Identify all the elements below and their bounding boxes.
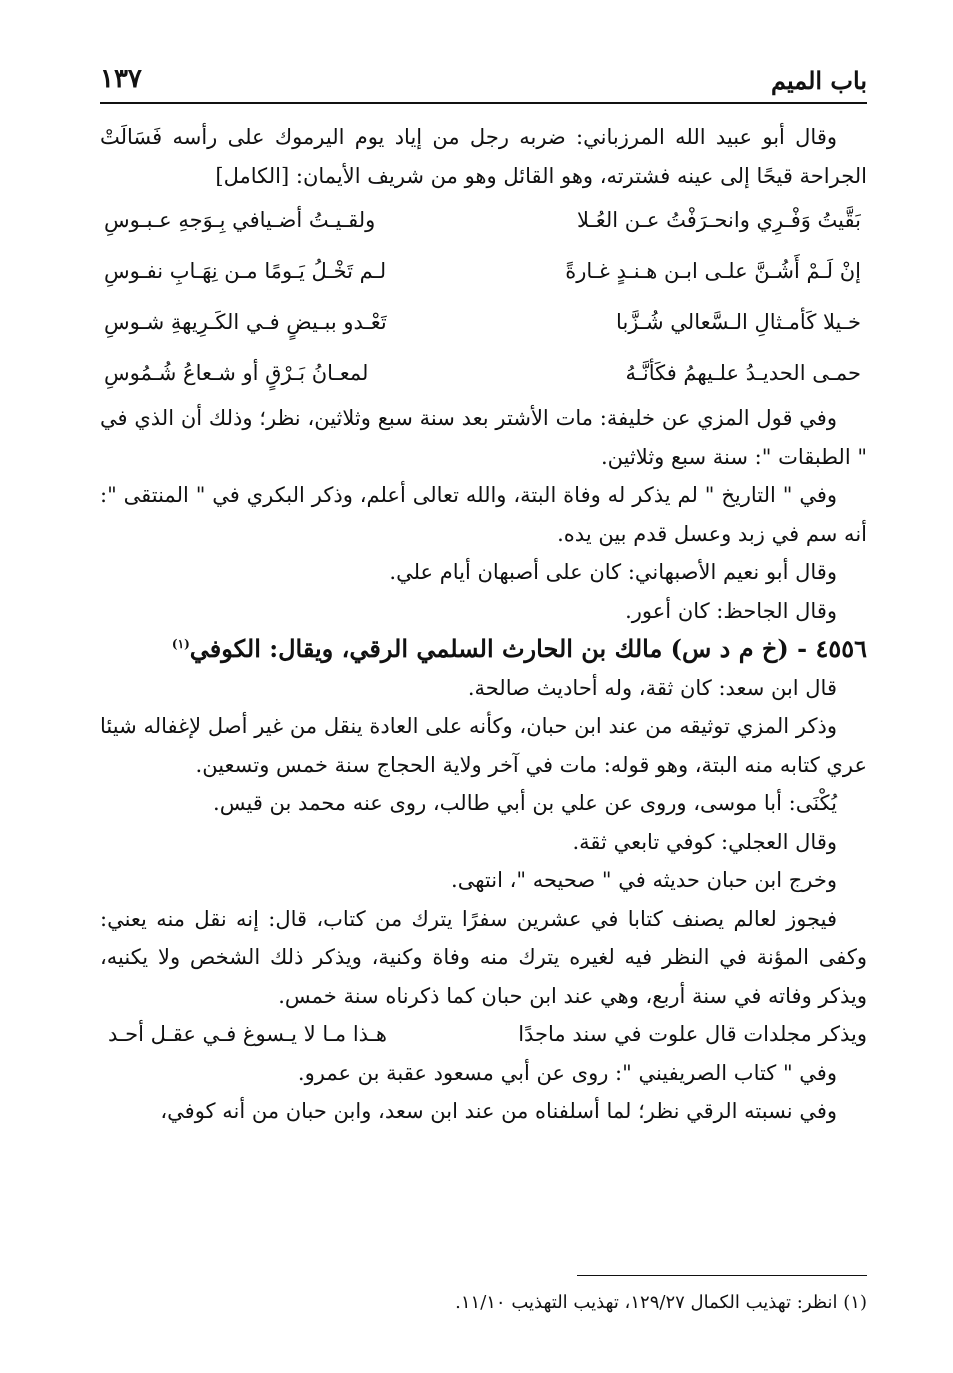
paragraph: فيجوز لعالم يصنف كتابا في عشرين سفرًا يترك من كتاب، قال: إنه نقل منه يعني: وكفى المؤنة في النظر فيه لغيره يترك منه وفاة وكنية، ويذكر ذلك الشخص ولا يكنيه، ويذكر وفاته في سنة أربع، وهي عند ابن حبان كما ذكرناه سنة خمس. [100,906,867,1008]
poem-verse [100,348,867,399]
entry-title: ٤٥٥٦ - (خ م د س) مالك بن الحارث السلمي الرقي، ويقال: الكوفي [189,634,867,663]
footnote: (١) انظر: تهذيب الكمال ١٢٩/٢٧، تهذيب التهذيب ١١/١٠. [455,1292,867,1313]
inline-verse-first: ويذكر مجلدات قال علوت في سند ماجدًا [518,1022,867,1046]
verse-first-hemistich: إنْ لَـمْ أَشُـنَّ علـى ابـن هـنـدٍ غـارةً [565,259,861,283]
chapter-title: باب الميم [770,66,867,95]
footnote-ref: (١) [171,637,190,651]
paragraph: يُكْنَى: أبا موسى، وروى عن علي بن أبي طالب، روى عنه محمد بن قيس. [213,791,837,815]
inline-verse-second: هـذا مـا لا يـسوغ فـي عقـل أحـد [108,1022,387,1046]
paragraph: وفي " كتاب الصريفيني ": روى عن أبي مسعود عقبة بن عمرو. [297,1060,837,1085]
page-body [100,118,867,1131]
paragraph: وقال الجاحظ: كان أعور. [625,598,837,623]
poem-verse [100,297,867,348]
verse-first-hemistich: بَقَّيتُ وَفْـرِي وانحـرَفْتُ عـن العُـلا [577,208,861,232]
verse-second-hemistich: ولقـيـتُ أضـيافي بِـوَجهِ عـبـوسِ [104,208,376,232]
poem-verse [100,195,867,246]
verse-second-hemistich: لمعـانُ بَـرْقٍ أو شـعاعُ شُـمُوسِ [104,361,369,385]
paragraph: وقال أبو عبيد الله المرزباني: ضربه رجل من إياد يوم اليرموك على رأسه فَسَالَتْ الجراحة قيحًا إلى عينه فشترته، وهو القائل وهو من شريف الأيمان: [الكامل] [100,125,867,188]
verse-second-hemistich: لـم تَخْـلُ يَـومًا مـن نِهَـابِ نفـوسِ [104,259,387,283]
paragraph: وخرج ابن حبان حديثه في " صحيحه "، انتهى. [451,868,837,892]
paragraph: وفي نسبته الرقي نظر؛ لما أسلفناه من عند ابن سعد، وابن حبان من أنه كوفي، [160,1099,837,1123]
paragraph: وفي قول المزي عن خليفة: مات الأشتر بعد سنة سبع وثلاثين، نظر؛ وذلك أن الذي في " الطبقات ": سنة سبع وثلاثين. [100,406,867,469]
paragraph: وقال أبو نعيم الأصبهاني: كان على أصبهان أيام علي. [389,560,837,584]
paragraph: قال ابن سعد: كان ثقة، وله أحاديث صالحة. [467,675,837,700]
verse-first-hemistich: خـيلا كَأمـثالِ الـسَّعالي شُـزَّبا [616,310,861,334]
verse-first-hemistich: حمـى الحديـدُ علـيهمُ فكَأنَّـهُ [625,361,861,385]
entry-heading [100,630,867,669]
page-number: ١٣٧ [100,64,142,94]
page-header [100,62,867,104]
poem [100,195,867,399]
verse-second-hemistich: تَعْـدو ببـيضٍ فـي الكَـرِيهةِ شـوسِ [104,310,387,334]
paragraph: وقال العجلي: كوفي تابعي ثقة. [572,829,837,854]
inline-verse [100,1015,867,1054]
paragraph: وذكر المزي توثيقه من عند ابن حبان، وكأنه على العادة ينقل من غير أصل لإغفاله شيئا عري كتابه منه البتة، وهو قوله: مات في آخر ولاية الحجاج سنة خمس وتسعين. [100,714,867,777]
paragraph: وفي " التاريخ " لم يذكر له وفاة البتة، والله تعالى أعلم، وذكر البكري في " المنتقى ": أنه سم في زبد وعسل قدم بين يده. [100,483,867,546]
footnote-separator [577,1275,867,1276]
poem-verse [100,246,867,297]
